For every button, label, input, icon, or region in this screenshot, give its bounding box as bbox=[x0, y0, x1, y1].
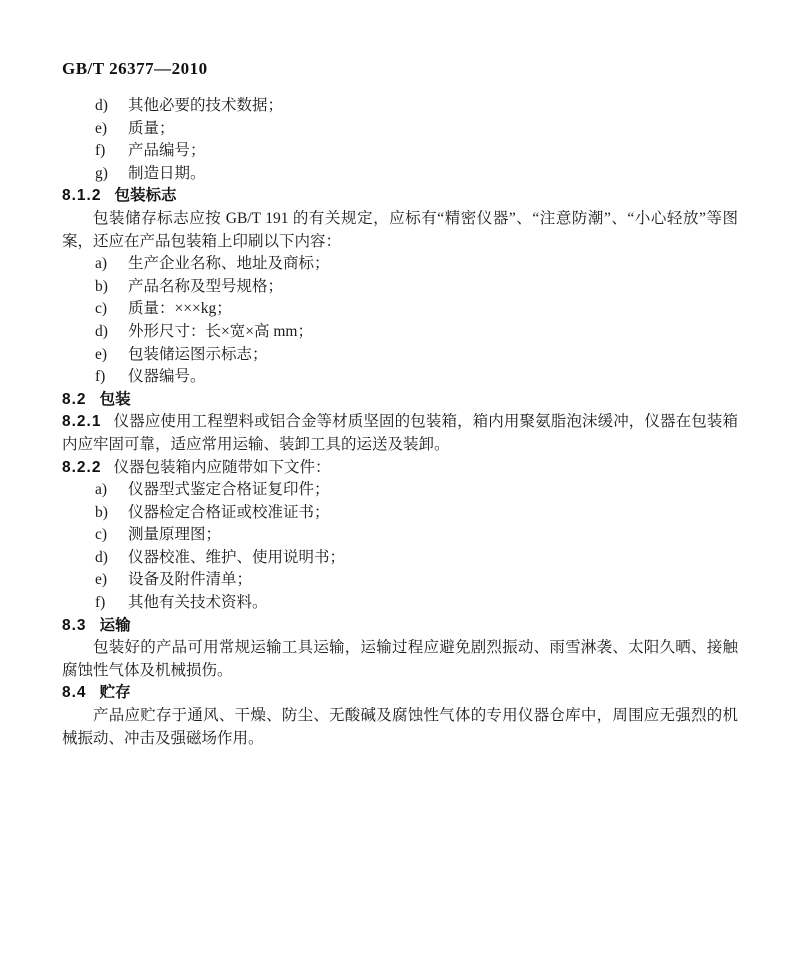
list-item bbox=[62, 366, 738, 389]
list-item-text: 产品名称及型号规格； bbox=[128, 277, 284, 295]
clause-text: 仪器包装箱内应随带如下文件： bbox=[113, 458, 331, 476]
list-item-text: 仪器检定合格证或校准证书； bbox=[128, 503, 330, 521]
list-item bbox=[62, 253, 738, 276]
clause-number: 8.2.2 bbox=[62, 458, 102, 476]
list-item-text: 外形尺寸：长×宽×高 mm； bbox=[128, 322, 313, 340]
list-item-text: 质量：×××kg； bbox=[128, 300, 232, 318]
list-item-text: 包装储运图示标志； bbox=[128, 345, 268, 363]
list-item-marker: d) bbox=[95, 548, 108, 566]
list-item bbox=[62, 479, 738, 502]
list-item bbox=[62, 118, 738, 141]
lettered-list bbox=[62, 479, 738, 615]
list-item-text: 质量； bbox=[128, 119, 175, 137]
document-content bbox=[62, 95, 738, 750]
list-item bbox=[62, 524, 738, 547]
list-item-text: 仪器型式鉴定合格证复印件； bbox=[128, 481, 330, 499]
list-item bbox=[62, 569, 738, 592]
section-number: 8.2 bbox=[62, 390, 87, 408]
list-item-marker: b) bbox=[95, 503, 108, 521]
list-item bbox=[62, 592, 738, 615]
lettered-list bbox=[62, 95, 738, 185]
list-item bbox=[62, 502, 738, 525]
section-number: 8.1.2 bbox=[62, 187, 102, 205]
list-item-text: 制造日期。 bbox=[128, 164, 206, 182]
list-item-marker: e) bbox=[95, 345, 108, 363]
list-item-marker: f) bbox=[95, 142, 106, 160]
standard-number-header: GB/T 26377—2010 bbox=[62, 59, 208, 78]
list-item bbox=[62, 321, 738, 344]
section-title: 包装 bbox=[99, 390, 131, 408]
lettered-list bbox=[62, 253, 738, 389]
section-heading bbox=[62, 389, 738, 412]
list-item bbox=[62, 163, 738, 186]
section-heading bbox=[62, 682, 738, 705]
list-item-marker: a) bbox=[95, 255, 108, 273]
section-heading bbox=[62, 615, 738, 638]
paragraph: 包装好的产品可用常规运输工具运输，运输过程应避免剧烈振动、雨雪淋袭、太阳久晒、接触腐蚀性气体及机械损伤。 bbox=[62, 639, 738, 679]
list-item bbox=[62, 95, 738, 118]
list-item-text: 仪器编号。 bbox=[128, 368, 206, 386]
list-item-marker: a) bbox=[95, 481, 108, 499]
list-item-text: 设备及附件清单； bbox=[128, 571, 253, 589]
clause-number: 8.2.1 bbox=[62, 413, 102, 431]
clause-paragraph bbox=[62, 457, 738, 480]
list-item-marker: d) bbox=[95, 322, 108, 340]
list-item-marker: b) bbox=[95, 277, 108, 295]
list-item-marker: f) bbox=[95, 594, 106, 612]
paragraph: 包装储存标志应按 GB/T 191 的有关规定，应标有“精密仪器”、“注意防潮”、“小心轻放”等图案，还应在产品包装箱上印刷以下内容： bbox=[62, 209, 738, 250]
list-item-text: 其他必要的技术数据； bbox=[128, 97, 284, 114]
list-item-marker: c) bbox=[95, 526, 108, 544]
list-item bbox=[62, 547, 738, 570]
section-number: 8.4 bbox=[62, 684, 87, 702]
list-item-text: 产品编号； bbox=[128, 142, 206, 160]
list-item-marker: d) bbox=[95, 97, 108, 114]
list-item-marker: c) bbox=[95, 300, 108, 318]
list-item-text: 其他有关技术资料。 bbox=[128, 594, 268, 612]
list-item bbox=[62, 298, 738, 321]
list-item-marker: e) bbox=[95, 571, 108, 589]
list-item-marker: f) bbox=[95, 368, 106, 386]
section-number: 8.3 bbox=[62, 616, 87, 634]
list-item bbox=[62, 140, 738, 163]
list-item-text: 生产企业名称、地址及商标； bbox=[128, 255, 330, 273]
list-item-text: 测量原理图； bbox=[128, 526, 222, 544]
section-title: 包装标志 bbox=[114, 187, 177, 205]
section-title: 运输 bbox=[99, 616, 131, 634]
clause-text: 仪器应使用工程塑料或铝合金等材质坚固的包装箱，箱内用聚氨脂泡沫缓冲，仪器在包装箱内应牢固可靠，适应常用运输、装卸工具的运送及装卸。 bbox=[62, 413, 738, 453]
paragraph: 产品应贮存于通风、干燥、防尘、无酸碱及腐蚀性气体的专用仪器仓库中，周围应无强烈的机械振动、冲击及强磁场作用。 bbox=[62, 707, 738, 747]
list-item-text: 仪器校准、维护、使用说明书； bbox=[128, 548, 346, 566]
section-title: 贮存 bbox=[99, 684, 131, 702]
list-item-marker: g) bbox=[95, 164, 108, 182]
clause-paragraph bbox=[62, 411, 738, 456]
section-heading bbox=[62, 185, 738, 208]
list-item bbox=[62, 276, 738, 299]
list-item bbox=[62, 344, 738, 367]
list-item-marker: e) bbox=[95, 119, 108, 137]
